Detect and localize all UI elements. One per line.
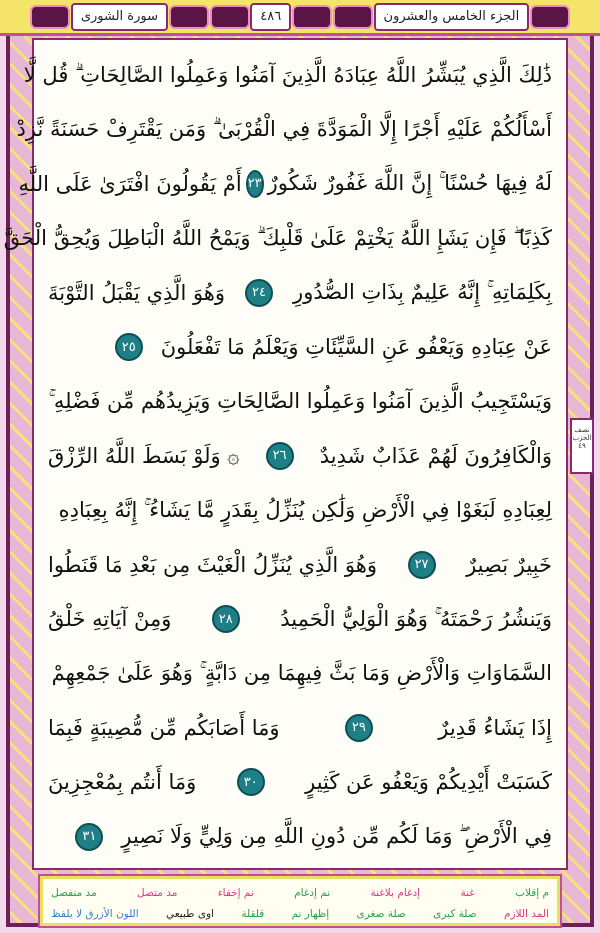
surah-name: سورة الشورى: [71, 3, 168, 31]
verse-text: وَهُوَ الَّذِي يَقْبَلُ التَّوْبَةَ: [48, 280, 226, 305]
ornament-icon: [292, 5, 332, 29]
hizb-marker: نصف الحزب ٤٩: [570, 418, 594, 474]
verse-text: ۞ وَلَوْ بَسَطَ اللَّهُ الرِّزْقَ: [48, 443, 240, 468]
legend-item: م إقلاب: [515, 886, 549, 899]
text-line: [48, 429, 552, 483]
ornament-icon: [530, 5, 570, 29]
text-line: [48, 483, 552, 537]
verse-text: وَمِنْ آيَاتِهِ خَلْقُ: [48, 607, 172, 632]
page-number: ٤٨٦: [250, 3, 291, 31]
legend-item: مد منفصل: [51, 886, 97, 899]
ornament-icon: [30, 5, 70, 29]
legend-item: مد متصل: [137, 886, 178, 899]
legend-row: [51, 882, 549, 903]
legend-item: اوى طبيعي: [165, 907, 215, 920]
text-line: [48, 266, 552, 320]
ayah-number-marker: ٣٠: [237, 768, 265, 796]
text-line: [3, 211, 552, 265]
ayah-number-marker: ٢٦: [266, 442, 294, 470]
legend-item: قلقلة: [241, 907, 265, 920]
verse-text: خَبِيرٌ بَصِيرٌ: [466, 552, 552, 577]
text-line: [18, 157, 552, 211]
legend-item: نم إخفاء: [217, 886, 254, 899]
legend-item: المد اللازم: [504, 907, 549, 920]
verse-text: أَمْ يَقُولُونَ افْتَرَىٰ عَلَى اللَّهِ: [18, 171, 242, 196]
text-line: [48, 320, 552, 374]
ayah-number-marker: ٢٩: [345, 714, 373, 742]
legend-item: صلة كبرى: [433, 907, 477, 920]
verse-text: عَنْ عِبَادِهِ وَيَعْفُو عَنِ السَّيِّئَاتِ وَيَعْلَمُ مَا تَفْعَلُونَ: [160, 335, 552, 360]
text-line: [48, 755, 552, 809]
legend-item: إدغام بلاغنة: [370, 886, 421, 899]
text-line: [23, 48, 552, 102]
ayah-number-marker: ٢٤: [245, 279, 273, 307]
ayah-number-marker: ٢٨: [212, 605, 240, 633]
text-line: [16, 102, 552, 156]
juz-label: الجزء الخامس والعشرون: [374, 3, 530, 31]
verse-text: فِي الْأَرْضِ ۖ وَمَا لَكُم مِّن دُونِ اللَّهِ مِن وَلِيٍّ وَلَا نَصِيرٍ: [121, 824, 552, 849]
verse-text: لِعِبَادِهِ لَبَغَوْا فِي الْأَرْضِ وَلَٰكِن يُنَزِّلُ بِقَدَرٍ مَّا يَشَاءُ ۚ إِنَّهُ بِعِبَادِهِ: [58, 497, 552, 522]
ornament-icon: [169, 5, 209, 29]
text-line: [48, 592, 552, 646]
verse-text: وَمَا أَصَابَكُم مِّن مُّصِيبَةٍ فَبِمَا: [48, 715, 280, 740]
verse-text: وَيَنشُرُ رَحْمَتَهُ ۚ وَهُوَ الْوَلِيُّ الْحَمِيدُ: [280, 606, 552, 631]
legend-item: غنة: [460, 886, 475, 899]
ayah-number-marker: ٢٣: [246, 170, 264, 198]
verse-text: إِذَا يَشَاءُ قَدِيرٌ: [438, 715, 552, 740]
verse-text: وَالْكَافِرُونَ لَهُمْ عَذَابٌ شَدِيدٌ: [319, 443, 552, 468]
text-line: [48, 809, 552, 863]
text-line: [48, 701, 552, 755]
legend-item: نم إدغام: [294, 886, 331, 899]
verse-text: وَهُوَ الَّذِي يُنَزِّلُ الْغَيْثَ مِن بَعْدِ مَا قَنَطُوا: [48, 552, 377, 577]
verse-text: السَّمَاوَاتِ وَالْأَرْضِ وَمَا بَثَّ فِيهِمَا مِن دَابَّةٍ ۚ وَهُوَ عَلَىٰ جَمْعِهِمْ: [51, 660, 552, 685]
ornament-icon: [210, 5, 250, 29]
legend-row: [51, 903, 549, 924]
legend-item: صلة صغرى: [356, 907, 406, 920]
tajweed-legend: [40, 876, 560, 926]
ayah-number-marker: ٢٧: [408, 551, 436, 579]
verse-text: لَهُ فِيهَا حُسْنًا ۚ إِنَّ اللَّهَ غَفُورٌ شَكُورٌ: [267, 171, 552, 196]
text-line: [48, 646, 552, 700]
legend-item: إظهار نم: [291, 907, 330, 920]
text-line: [48, 374, 552, 428]
verse-text: أَسْأَلُكُمْ عَلَيْهِ أَجْرًا إِلَّا الْمَوَدَّةَ فِي الْقُرْبَىٰ ۗ وَمَن يَقْتَرِفْ حَسَنَةً نَّزِدْ: [16, 117, 552, 142]
verse-text: كَذِبًا ۖ فَإِن يَشَإِ اللَّهُ يَخْتِمْ عَلَىٰ قَلْبِكَ ۗ وَيَمْحُ اللَّهُ الْبَاطِلَ وَيُحِقُّ الْحَقَّ: [3, 225, 552, 250]
page-header: [0, 0, 600, 36]
ornament-icon: [333, 5, 373, 29]
verse-text: وَمَا أَنتُم بِمُعْجِزِينَ: [48, 770, 197, 795]
text-line: [48, 538, 552, 592]
verse-text: كَسَبَتْ أَيْدِيكُمْ وَيَعْفُو عَن كَثِيرٍ: [305, 770, 552, 795]
verse-text: ذَٰلِكَ الَّذِي يُبَشِّرُ اللَّهُ عِبَادَهُ الَّذِينَ آمَنُوا وَعَمِلُوا الصَّالِحَاتِ ۗ قُل لَّا: [23, 62, 552, 87]
quran-text: [3, 38, 568, 870]
verse-text: وَيَسْتَجِيبُ الَّذِينَ آمَنُوا وَعَمِلُوا الصَّالِحَاتِ وَيَزِيدُهُم مِّن فَضْلِهِ ۚ: [48, 389, 552, 414]
legend-item: اللون الأزرق لا يلفظ: [51, 907, 139, 920]
ayah-number-marker: ٣١: [75, 823, 103, 851]
ayah-number-marker: ٢٥: [115, 333, 143, 361]
verse-text: بِكَلِمَاتِهِ ۚ إِنَّهُ عَلِيمٌ بِذَاتِ الصُّدُورِ: [293, 280, 552, 305]
